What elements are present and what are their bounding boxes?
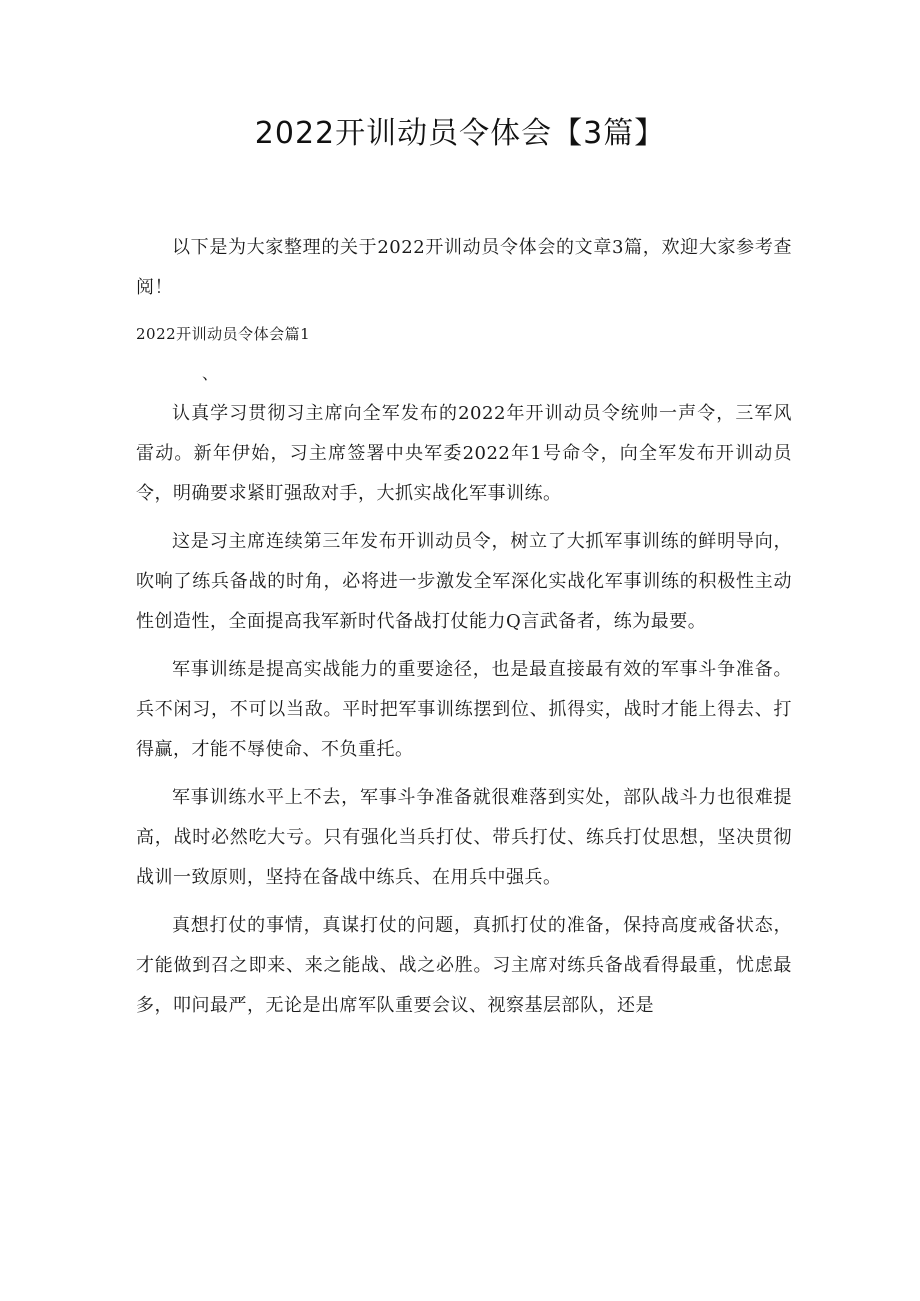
body-paragraph-4: 军事训练水平上不去，军事斗争准备就很难落到实处，部队战斗力也很难提高，战时必然吃大亏。只有强化当兵打仗、带兵打仗、练兵打仗思想，坚决贯彻战训一致原则，坚持在备战中练兵、在用兵中强兵。 [136,787,792,888]
body-paragraph-2: 这是习主席连续第三年发布开训动员令，树立了大抓军事训练的鲜明导向，吹响了练兵备战的时角，必将进一步激发全军深化实战化军事训练的积极性主动性创造性，全面提高我军新时代备战打仗能力Q言武备者，练为最要。 [136,531,792,632]
section-heading: 2022开训动员令体会篇1 [136,325,311,343]
body-paragraph-1: 认真学习贯彻习主席向全军发布的2022年开训动员令统帅一声令，三军风雷动。新年伊始，习主席签署中央军委2022年1号命令，向全军发布开训动员令，明确要求紧盯强敌对手，大抓实战化军事训练。 [136,403,792,504]
intro-paragraph: 以下是为大家整理的关于2022开训动员令体会的文章3篇，欢迎大家参考查阅！ [136,237,792,298]
body-paragraph-3: 军事训练是提高实战能力的重要途径，也是最直接最有效的军事斗争准备。兵不闲习，不可以当敌。平时把军事训练摆到位、抓得实，战时才能上得去、打得赢，才能不辱使命、不负重托。 [136,659,792,760]
body-paragraph-5: 真想打仗的事情，真谋打仗的问题，真抓打仗的准备，保持高度戒备状态，才能做到召之即来、来之能战、战之必胜。习主席对练兵备战看得最重，忧虑最多，叩问最严，无论是出席军队重要会议、视察基层部队，还是 [136,915,792,1016]
document-body [136,228,792,1026]
document-title: 2022开训动员令体会【3篇】 [254,116,666,151]
stray-mark: 、 [202,364,219,383]
